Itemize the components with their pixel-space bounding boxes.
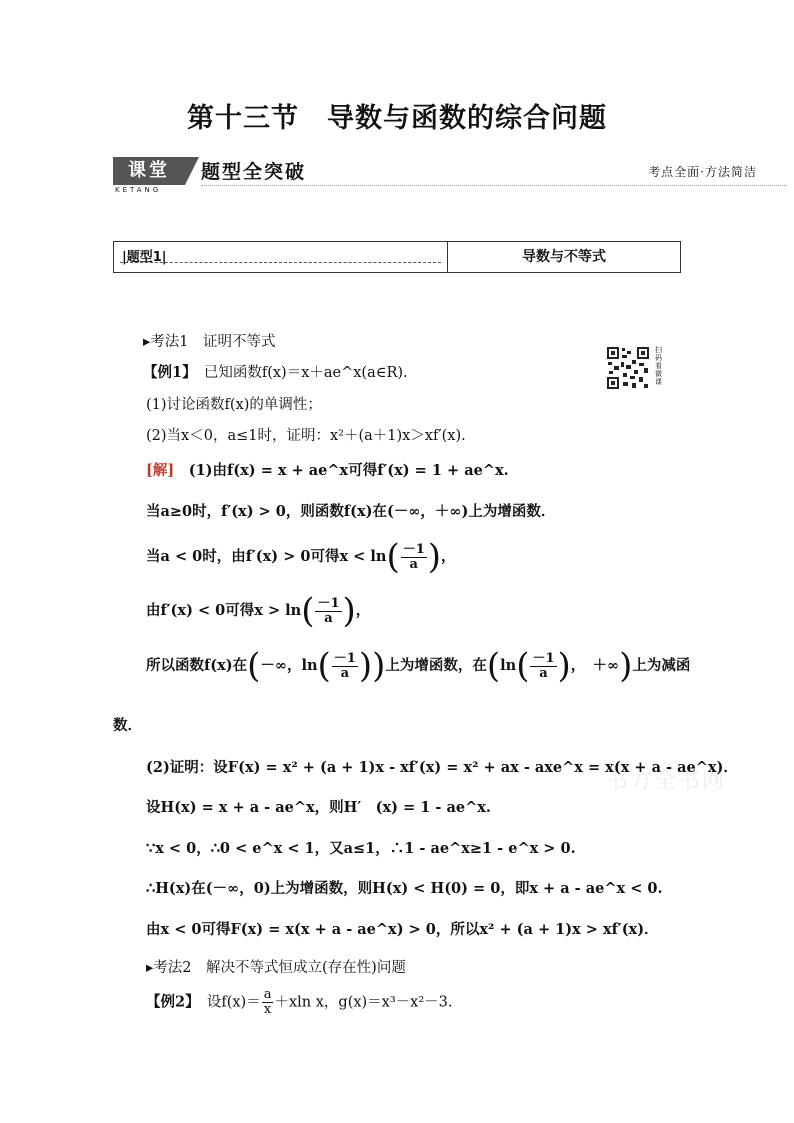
fraction-minus-one-over-a [530, 652, 556, 681]
question-type-label-cell [114, 242, 448, 272]
qr-code-icon[interactable] [606, 346, 650, 390]
solution-line-4-text: 由f′(x) < 0可得x > ln [146, 602, 302, 619]
example-2-text-b: ＋xln x，g(x)＝x³－x²－3. [274, 994, 453, 1011]
method-1-heading: ▸考法1 证明不等式 [143, 334, 276, 350]
fraction-minus-one-over-a [332, 652, 358, 681]
left-paren: ( [317, 646, 331, 686]
ketang-badge: 课堂 [113, 157, 185, 185]
watermark: 书方全书网 [606, 769, 727, 794]
badge-subtitle: KETANG [115, 186, 162, 194]
left-paren: ( [486, 646, 501, 686]
banner-tagline: 考点全面·方法简洁 [648, 165, 757, 179]
example-tag: 【例1】 [143, 364, 190, 381]
solution-text: (1)由f(x) = x + ae^x可得f′(x) = 1 + ae^x. [174, 462, 509, 479]
example-1-statement [143, 361, 408, 382]
comma: ， [355, 602, 371, 619]
badge-arrow [185, 157, 199, 185]
example-2-text-a: 设f(x)＝ [192, 994, 261, 1011]
proof-line-1: (2)证明：设F(x) = x² + (a + 1)x - xf′(x) = x² + ax - axe^x = x(x + a - ae^x)． [146, 759, 738, 776]
solution-line-3-text: 当a < 0时，由f′(x) > 0可得x < ln [146, 548, 387, 565]
right-paren: ) [557, 646, 571, 686]
qr-caption: 扫码看微课 [655, 346, 662, 386]
dashed-line [120, 262, 441, 263]
banner-heading: 题型全突破 [201, 161, 307, 183]
denominator: a [324, 610, 333, 626]
solution-line-5-d: ln [500, 657, 517, 674]
numerator: －1 [532, 650, 555, 666]
numerator: a [263, 987, 272, 1002]
proof-line-4: ∴H(x)在(－∞，0)上为增函数，则H(x) < H(0) = 0，即x + a - ae^x < 0. [146, 880, 663, 897]
fraction-a-over-x [262, 988, 274, 1017]
comma: ， [441, 548, 456, 565]
question-type-label: |题型1| [122, 250, 167, 265]
part-2-question: (2)当x＜0，a≤1时，证明：x²＋(a＋1)x＞xf′(x). [146, 428, 466, 444]
solution-line-5-a: 所以函数f(x)在 [146, 657, 248, 674]
left-paren: ( [247, 646, 261, 686]
proof-line-2: 设H(x) = x + a - ae^x，则H′ (x) = 1 - ae^x. [146, 799, 491, 816]
left-paren: ( [516, 646, 530, 686]
solution-line-5-b: －∞，ln [260, 657, 318, 674]
numerator: －1 [333, 650, 356, 666]
solution-line-5-e: ， ＋∞ [570, 657, 620, 674]
solution-line-1 [146, 459, 509, 480]
right-paren: ) [427, 537, 442, 577]
banner-divider [201, 185, 787, 186]
example-2-statement [146, 988, 453, 1017]
solution-line-5-f: 上为减函 [632, 657, 691, 674]
fraction-minus-one-over-a [315, 597, 341, 626]
question-type-box [113, 241, 681, 273]
solution-line-5-c: 上为增函数，在 [385, 657, 487, 674]
right-paren: ) [619, 646, 633, 686]
page-title: 第十三节 导数与函数的综合问题 [187, 103, 607, 134]
right-paren: ) [372, 646, 386, 686]
denominator: a [340, 665, 350, 681]
part-1-question: (1)讨论函数f(x)的单调性； [146, 397, 322, 413]
denominator: x [263, 1002, 272, 1017]
proof-line-3: ∵x < 0，∴0 < e^x < 1，又a≤1，∴1 - ae^x≥1 - e^x > 0. [146, 840, 576, 857]
solution-line-5 [146, 646, 691, 686]
solution-line-3 [146, 537, 456, 577]
right-paren: ) [342, 591, 356, 631]
denominator: a [539, 665, 548, 681]
proof-line-5: 由x < 0可得F(x) = x(x + a - ae^x) > 0，所以x² + (a + 1)x > xf′(x)． [146, 921, 659, 938]
example-tag: 【例2】 [146, 993, 193, 1011]
fraction-minus-one-over-a [401, 543, 427, 572]
solution-tag: [解] [146, 462, 175, 479]
right-paren: ) [358, 646, 373, 686]
solution-line-6: 数． [113, 717, 142, 734]
numerator: －1 [317, 595, 340, 611]
left-paren: ( [386, 537, 400, 577]
solution-line-2: 当a≥0时，f′(x) > 0，则函数f(x)在(－∞，＋∞)上为增函数． [146, 503, 556, 520]
denominator: a [409, 556, 418, 572]
section-banner [113, 157, 787, 197]
left-paren: ( [301, 591, 315, 631]
method-2-heading: ▸考法2 解决不等式恒成立(存在性)问题 [146, 960, 406, 976]
solution-line-4 [146, 591, 371, 631]
example-text: 已知函数f(x)＝x＋ae^x(a∈R). [189, 365, 408, 381]
numerator: －1 [402, 541, 425, 557]
question-type-topic: 导数与不等式 [522, 249, 606, 265]
